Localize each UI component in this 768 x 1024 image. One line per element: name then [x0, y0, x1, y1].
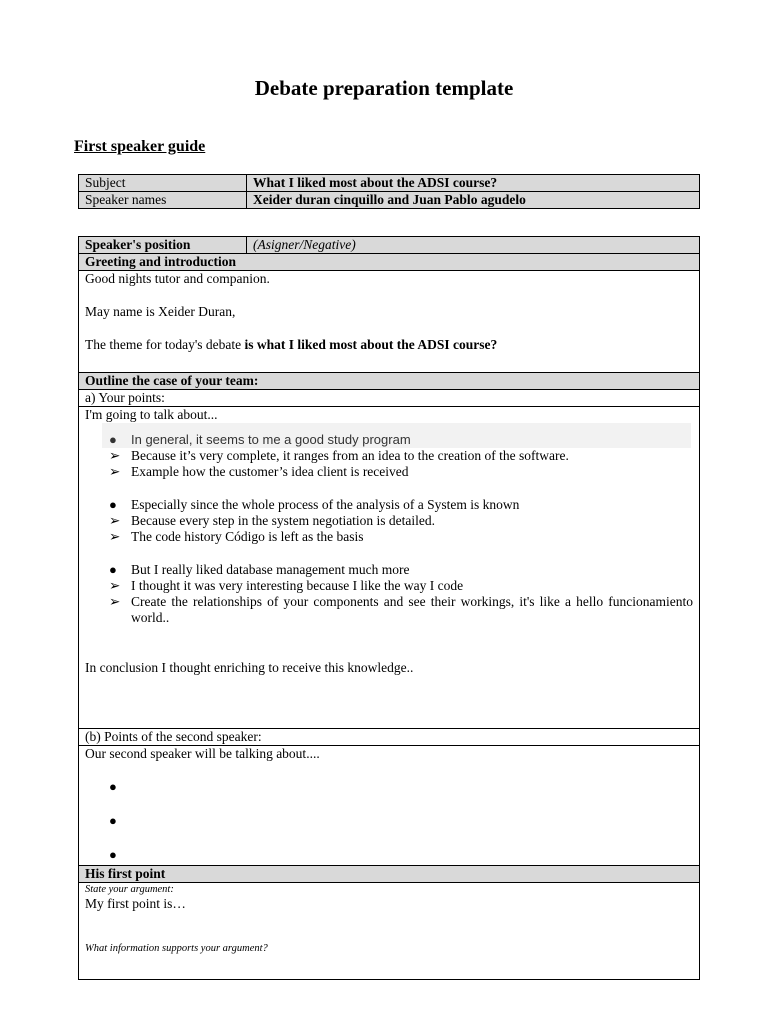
arrow-icon: ➢ — [109, 529, 121, 544]
outline-header: Outline the case of your team: — [79, 373, 700, 390]
arrow-icon: ➢ — [109, 464, 121, 479]
list-item: ● In general, it seems to me a good study program — [109, 432, 411, 447]
empty-bullet — [103, 779, 693, 813]
intro-line: I'm going to talk about... — [85, 407, 218, 422]
highlight-block — [102, 423, 691, 448]
your-points-label: a) Your points: — [79, 390, 700, 407]
points-cell — [79, 407, 700, 729]
first-point-header: His first point — [79, 866, 700, 883]
bullet-icon: ● — [109, 432, 117, 447]
position-value: (Asigner/Negative) — [247, 237, 700, 254]
second-speaker-line: Our second speaker will be talking about.... — [85, 746, 320, 761]
theme-line — [85, 337, 693, 353]
subject-label: Subject — [79, 175, 247, 192]
state-argument-label: State your argument: — [85, 884, 174, 895]
bullet-icon: ● — [109, 813, 117, 828]
greeting-line: Good nights tutor and companion. — [85, 271, 270, 286]
bullet-icon: ● — [109, 847, 117, 862]
list-item: ➢ The code history Código is left as the basis — [109, 529, 364, 544]
bullet-icon: ● — [109, 562, 117, 577]
conclusion-line: In conclusion I thought enriching to receive this knowledge.. — [85, 660, 414, 675]
info-table — [78, 174, 700, 209]
greeting-line: May name is Xeider Duran, — [85, 304, 236, 319]
greeting-cell — [79, 271, 700, 373]
list-item: ➢ Example how the customer’s idea client is received — [109, 464, 409, 479]
bullet-icon: ● — [109, 779, 117, 794]
list-item: ● But I really liked database management much more — [109, 562, 410, 577]
speaker-names-value: Xeider duran cinquillo and Juan Pablo agudelo — [247, 192, 700, 209]
second-speaker-label: (b) Points of the second speaker: — [79, 729, 700, 746]
list-item: ➢ Because it’s very complete, it ranges from an idea to the creation of the software. — [109, 448, 569, 463]
second-speaker-cell — [79, 746, 700, 866]
empty-bullet — [103, 847, 693, 863]
list-item: ➢ Because every step in the system negotiation is detailed. — [109, 513, 436, 528]
page-title: Debate preparation template — [254, 76, 514, 100]
speaker-table — [78, 236, 700, 980]
list-item: ➢ Create the relationships of your components and see their workings, it's like a hello funcionamiento world.. — [109, 594, 693, 625]
arrow-icon: ➢ — [109, 578, 121, 593]
theme-prefix: The theme for today's debate — [85, 337, 245, 352]
speaker-names-label: Speaker names — [79, 192, 247, 209]
subject-value: What I liked most about the ADSI course? — [247, 175, 700, 192]
support-question: What information supports your argument? — [85, 943, 268, 954]
greeting-header: Greeting and introduction — [79, 254, 700, 271]
position-label: Speaker's position — [79, 237, 247, 254]
bullet-icon: ● — [109, 497, 117, 512]
first-point-cell — [79, 883, 700, 980]
theme-bold: is what I liked most about the ADSI course? — [244, 337, 498, 352]
arrow-icon: ➢ — [109, 594, 121, 609]
arrow-icon: ➢ — [109, 513, 121, 528]
list-item: ➢ I thought it was very interesting because I like the way I code — [109, 578, 464, 593]
list-item: ● Especially since the whole process of the analysis of a System is known — [109, 497, 520, 512]
first-point-line: My first point is… — [85, 896, 186, 911]
section-heading: First speaker guide — [74, 138, 206, 155]
empty-bullet — [103, 813, 693, 847]
arrow-icon: ➢ — [109, 448, 121, 463]
